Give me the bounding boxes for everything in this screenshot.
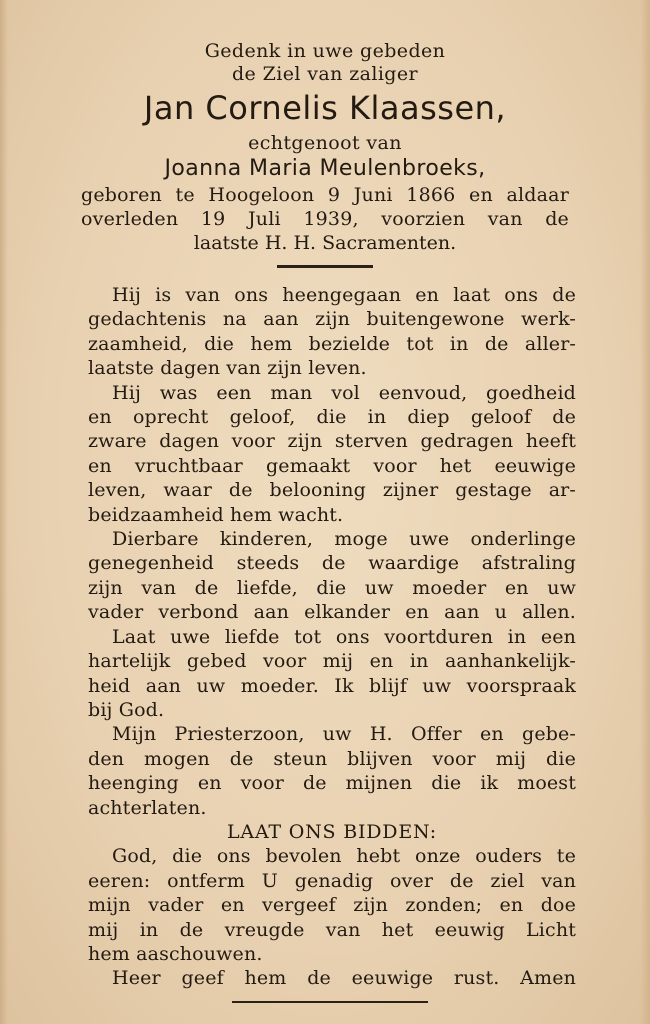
text-line: Mijn Priesterzoon, uw H. Offer en gebe-	[112, 723, 576, 746]
birth-line: geboren te Hoogeloon 9 Juni 1866 en aldaar	[81, 184, 569, 206]
text-line: genegenheid steeds de waardige afstraling	[88, 552, 576, 575]
text-line: achterlaten.	[88, 796, 207, 819]
text-line: Hij was een man vol eenvoud, goedheid	[112, 381, 576, 404]
sacraments-line: laatste H. H. Sacramenten.	[193, 232, 457, 254]
spouse-name: Joanna Maria Meulenbroeks,	[164, 156, 486, 181]
closing-line: Heer geef hem de eeuwige rust. Amen	[112, 967, 576, 990]
text-line: en oprecht geloof, die in diep geloof de	[88, 406, 576, 429]
death-line: overleden 19 Juli 1939, voorzien van de	[81, 208, 569, 230]
text-line: gedachtenis na aan zijn buitengewone werk-	[88, 308, 576, 331]
spouse-intro: echtgenoot van	[248, 132, 402, 154]
text-line: Dierbare kinderen, moge uwe onderlinge	[112, 528, 576, 551]
text-line: mijn vader en vergeef zijn zonden; en doe	[88, 894, 576, 917]
text-line: bij God.	[88, 698, 165, 721]
text-line: zware dagen voor zijn sterven gedragen heeft	[88, 430, 576, 453]
text-line: eeren: ontferm U genadig over de ziel van	[88, 869, 576, 892]
footer-divider	[232, 1001, 428, 1003]
text-line: zijn van de liefde, die uw moeder en uw	[88, 576, 576, 599]
text-line: Laat uwe liefde tot ons voortduren in een	[112, 625, 576, 648]
text-line: leven, waar de belooning zijner gestage ar-	[88, 479, 576, 502]
text-line: beidzaamheid hem wacht.	[88, 503, 344, 526]
text-line: en vruchtbaar gemaakt voor het eeuwige	[88, 454, 576, 477]
text-line: laatste dagen van zijn leven.	[88, 357, 367, 380]
memorial-text	[88, 283, 576, 991]
intro-line-1: Gedenk in uwe gebeden	[204, 40, 446, 62]
text-line: Hij is van ons heengegaan en laat ons de	[112, 284, 576, 306]
text-line: God, die ons bevolen hebt onze ouders te	[112, 845, 576, 868]
text-line: hem aaschouwen.	[88, 942, 263, 965]
text-line: zaamheid, die hem bezielde tot in de aller-	[88, 332, 576, 355]
text-line: hartelijk gebed voor mij en in aanhankelijk-	[88, 650, 576, 673]
text-line: den mogen de steun blijven voor mij die	[88, 747, 576, 770]
intro-line-2: de Ziel van zaliger	[231, 63, 418, 85]
text-line: vader verbond aan elkander en aan u allen.	[88, 601, 576, 624]
card-header	[0, 40, 650, 268]
text-line: heenging en voor de mijnen die ik moest	[88, 772, 576, 795]
deceased-name: Jan Cornelis Klaassen,	[143, 89, 507, 127]
text-line: heid aan uw moeder. Ik blijf uw voorspraak	[88, 674, 576, 697]
prayer-heading: LAAT ONS BIDDEN:	[227, 820, 437, 843]
header-divider	[277, 265, 373, 268]
text-line: mij in de vreugde van het eeuwig Licht	[88, 918, 576, 941]
